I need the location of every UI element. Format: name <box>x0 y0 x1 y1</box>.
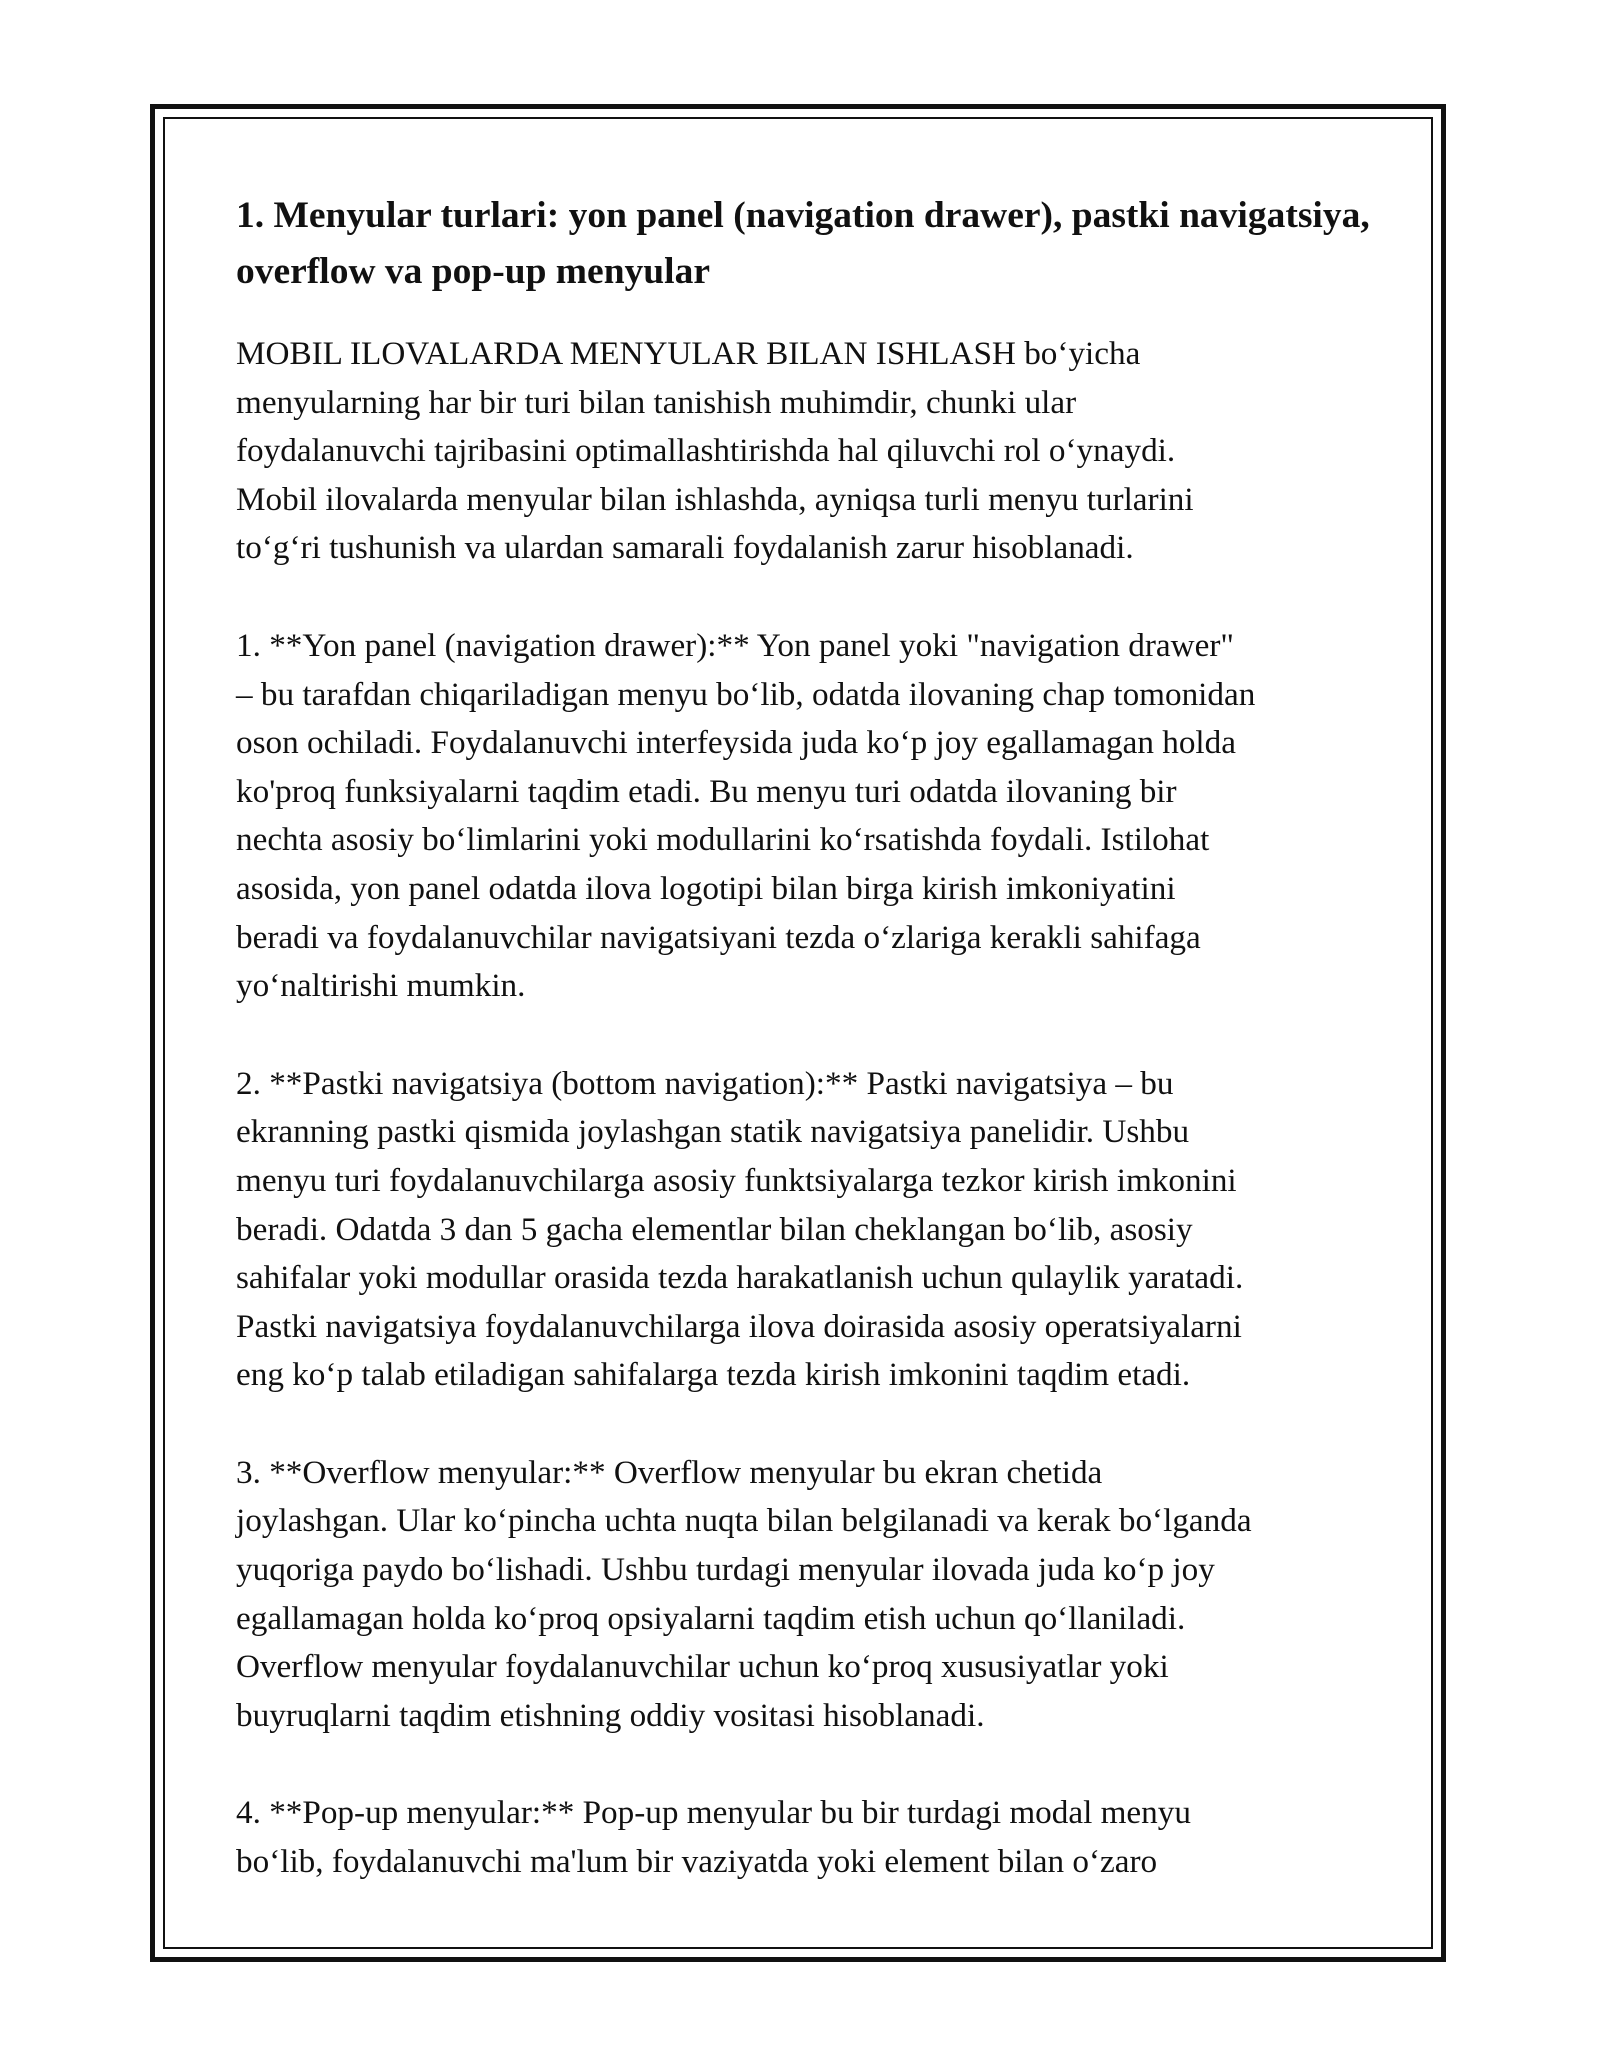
document-body <box>236 188 1370 1936</box>
paragraph-overflow-menus: 3. **Overflow menyular:** Overflow menyular bu ekran chetida joylashgan. Ular ko‘pincha uchta nuqta bilan belgilanadi va kerak bo‘lganda yuqoriga paydo bo‘lishadi. Ushbu turdagi menyular ilovada juda ko‘p joy egallamagan holda ko‘proq opsiyalarni taqdim etish uchun qo‘llaniladi. Overflow menyular foydalanuvchilar uchun ko‘proq xususiyatlar yoki buyruqlarni taqdim etishning oddiy vositasi hisoblanadi. <box>236 1453 1252 1734</box>
paragraph-bottom-navigation: 2. **Pastki navigatsiya (bottom navigation):** Pastki navigatsiya – bu ekranning pastki qismida joylashgan statik navigatsiya panelidir. Ushbu menyu turi foydalanuvchilarga asosiy funktsiyalarga tezkor kirish imkonini beradi. Odatda 3 dan 5 gacha elementlar bilan cheklangan bo‘lib, asosiy sahifalar yoki modullar orasida tezda harakatlanish uchun qulaylik yaratadi. Pastki navigatsiya foydalanuvchilarga ilova doirasida asosiy operatsiyalarni eng ko‘p talab etiladigan sahifalarga tezda kirish imkonini taqdim etadi. <box>236 1064 1244 1394</box>
paragraph-navigation-drawer: 1. **Yon panel (navigation drawer):** Yon panel yoki "navigation drawer" – bu tarafdan chiqariladigan menyu bo‘lib, odatda ilovaning chap tomonidan oson ochiladi. Foydalanuvchi interfeysida juda ko‘p joy egallamagan holda ko'proq funksiyalarni taqdim etadi. Bu menyu turi odatda ilovaning bir nechta asosiy bo‘limlarini yoki modullarini ko‘rsatishda foydali. Istilohat asosida, yon panel odatda ilova logotipi bilan birga kirish imkoniyatini beradi va foydalanuvchilar navigatsiyani tezda o‘zlariga kerakli sahifaga yo‘naltirishi mumkin. <box>236 626 1256 1005</box>
paragraph-popup-menus: 4. **Pop-up menyular:** Pop-up menyular bu bir turdagi modal menyu bo‘lib, foydalanuvchi ma'lum bir vaziyatda yoki element bilan o‘zaro <box>236 1794 1191 1881</box>
page-title: 1. Menyular turlari: yon panel (navigation drawer), pastki navigatsiya, overflow va pop-up menyular <box>236 195 1370 292</box>
intro-paragraph: MOBIL ILOVALARDA MENYULAR BILAN ISHLASH bo‘yicha menyularning har bir turi bilan tanishish muhimdir, chunki ular foydalanuvchi tajribasini optimallashtirishda hal qiluvchi rol o‘ynaydi. Mobil ilovalarda menyular bilan ishlashda, ayniqsa turli menyu turlarini to‘g‘ri tushunish va ulardan samarali foydalanish zarur hisoblanadi. <box>236 335 1194 567</box>
